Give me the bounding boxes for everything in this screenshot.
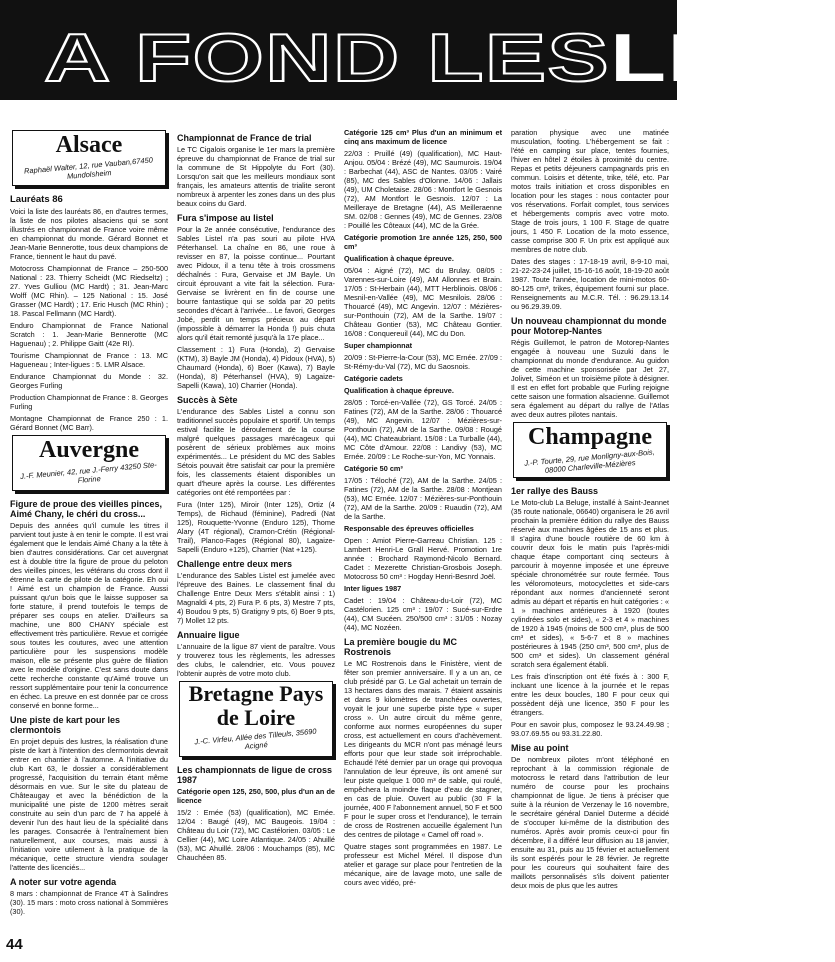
paragraph: Production Championnat de France : 8. Georges Furling xyxy=(10,393,168,411)
page-title xyxy=(44,20,835,96)
paragraph: Régis Guillemot, le patron de Motorep-Nantes engagée à nouveau une Suzuki dans le championnat du monde d'endurance. Au guidon de cette machine sponsorisée par Jet 27, Jolivet, Siméon et un troisième pilote à désigner. Il est en effet fort probable que Furling rejoigne cette saison une formation alsacienne. Guillemot sera également au départ du rallye de l'Atlas avec deux autres pilotes nantais. xyxy=(511,338,669,419)
section-heading: Figure de proue des vieilles pinces, Aimé Chany, le chéri du cross... xyxy=(10,499,163,519)
section-heading: Succès à Sète xyxy=(177,395,238,405)
region-box-alsace xyxy=(12,130,166,186)
subheading: Catégorie 125 cm³ Plus d'un an minimum et cinq ans maximum de licence xyxy=(344,128,502,146)
paragraph: Tourisme Championnat de France : 13. MC Hagueneau ; Inter-ligues : 5. LMR Alsace. xyxy=(10,351,168,369)
paragraph: Le MC Rostrenois dans le Finistère, vient de fêter son premier anniversaire. Il y a un an, ce club présidé par G. Le Gal achetait un terrain de 13 hectares dans des marais. 7 étaient assainis et dans 9 kilomètres de tranchées ouvertes, voyait le jour une superbe piste type « super cross ». Un autre circuit du même genre, conforme aux normes européennes du super cross, est actuellement en cours d'achèvement. Les dirigeants du MCR n'ont pas ménagé leurs efforts pour que leur stade soit irréprochable. Echaudé l'été dernier par un orage qui provoqua l'annulation de leur épreuve, ils ont amené sur leur piste quelque 1 000 m³ de sable, qui roulé, empêchera la moindre flaque d'eau de stagner, en cas de pluie. Ouvert au public (30 F la journée, 400 F l'abonnement annuel, 50 F et 500 F pour le super cross et l'endurance), le terrain de cross de Rostrenen accueille également l'un des centres de pilotage « Camel off road ». xyxy=(344,659,502,839)
paragraph: L'endurance des Sables Listel a connu son traditionnel succès populaire et sportif. Un temps estival facilite le déroulement de la course malgré quelques passages marécageux qui posèrent de sérieux problèmes aux moins expérimentés... Le président du MC des Sables Sétois pouvait être satisfait car pour la première fois, les classements étaient disponibles un quart d'heure après la course. Les différentes catégories ont été remportées par : xyxy=(177,407,335,497)
column-2 xyxy=(177,128,335,865)
section-heading: Une piste de kart pour les clermontois xyxy=(10,715,121,735)
paragraph: Quatre stages sont programmées en 1987. Le professeur est Michel Mérel. Il dispose d'un atelier et garage sur place pour l'entretien de la mécanique, aire de lavage moto, une salle de cours avec vidéo, pré- xyxy=(344,842,502,887)
paragraph: Pour en savoir plus, composez le 93.24.49.98 ; 93.07.69.55 ou 93.31.22.80. xyxy=(511,720,669,738)
paragraph: 8 mars : championnat de France 4T à Salindres (30). 15 mars : moto cross national à Sommières (30). xyxy=(10,889,168,916)
region-address: Raphaël Walter, 12, rue Vauban,67450 Mundolsheim xyxy=(23,155,154,181)
section-heading: Challenge entre deux mers xyxy=(177,559,293,569)
subheading: Catégorie open 125, 250, 500, plus d'un an de licence xyxy=(177,787,335,805)
column-1 xyxy=(10,128,168,919)
region-address: J.-P. Tourte, 29, rue Monligny-aux-Bois, 08000 Charleville-Mézières xyxy=(523,447,656,475)
paragraph: L'endurance des Sables Listel est jumelée avec l'épreuve des Baines. Le classement final du Challenge Entre Deux Mers s'établit ainsi : 1) Magnaldi 4 pts, 2) Fura P. 6 pts, 3) Mestre 7 pts, 4) Boudou 9 pts, 5) Gratigny 9 pts, 6) Boer 9 pts, 7) Mollet 12 pts. xyxy=(177,571,335,625)
paragraph: Depuis des années qu'il cumule les titres il parvient tout juste à en tenir le compte. Il est vrai également que le lendais Aimé Chany a la tête à bien d'autres considérations. Car cet auvergnat est à double titre la figure de proue du peloton des vieilles pinces, les vétérans du cross dont il étrenne la carte de pilote de la catégorie. Eh oui ! Aimé est un champion de France. Aussi puissant qu'un bois que le laisse supposer sa forte stature, il prend toutefois le temps de préparer ses coups en atelier. D'ailleurs sa machine, une 800 CHANY spéciale est effectivement très particulière. Revue et corrigée sous toutes les coutures, avec une attention particulière pour les suspensions modèle maison, elle se présente plus guère de filiation avec le modèle d'origine. C'est sans doute dans cette recherche constante qu'Aimé trouve un ressort supplémentaire pour tenir la concurrence en échec. La preuve en est donnée par ce cross conservé en bonne forme... xyxy=(10,521,168,710)
header-banner xyxy=(0,0,835,100)
subheading: Catégorie promotion 1re année 125, 250, 500 cm³ xyxy=(344,233,502,251)
section-heading: Championnat de France de trial xyxy=(177,133,312,143)
region-name: Alsace xyxy=(55,132,123,158)
region-name: Auvergne xyxy=(39,437,139,463)
paragraph: Fura (Inter 125), Miroir (Inter 125), Ortiz (4 Temps), de Richaud (féminine), Padredi (Nat 125), Rouquette-Yvonne (Enduro 125), Thome Alary (4T régional), Cramon-Crétin (Régional-Trail), Planco-Fages (Régional 80), Lagaize-Sapelli (Enduro +125), Charrier (Nat +125). xyxy=(177,500,335,554)
subheading: Responsable des épreuves officielles xyxy=(344,524,474,533)
subheading: Qualification à chaque épreuve. xyxy=(344,386,454,395)
title-part-b: LIGU xyxy=(610,20,835,96)
region-name: Bretagne Pays de Loire xyxy=(188,681,324,730)
paragraph: Motocross Championnat de France – 250-500 National : 23. Thierry Scheidt (MC Riedseltz) ; 27. Yves Gulliou (MC Hardt) ; 31. Jean-Marc Wolff (MC Rhin). – 125 National : 15. José Grasser (MC Hardt) ; 17. Eric Husch (MC Rhin) ; 18. Pascal Fellmann (MC Hardt). xyxy=(10,264,168,318)
column-4 xyxy=(511,128,669,893)
subheading: Super championnat xyxy=(344,341,413,350)
region-name: Champagne xyxy=(527,424,653,450)
section-heading: 1er rallye des Bauss xyxy=(511,486,599,496)
region-box-champagne xyxy=(513,422,667,478)
region-box-auvergne xyxy=(12,435,166,491)
paragraph: 15/2 : Ernée (53) (qualification), MC Ernée. 12/04 : Baugé (49), MC Baugeois. 19/04 : Château du Loir (72), MC Castélorien. 03/05 : Le Cellier (44), MC Loire Atlantique. 24/05 : Ahuillé (53), MC Ahuillé. 28/06 : Mouchamps (85), MC Chauchéen 85. xyxy=(177,808,335,862)
title-part-a: A FOND LES xyxy=(44,20,611,96)
paragraph: Dates des stages : 17-18-19 avril, 8-9-10 mai, 21-22-23-24 juillet, 15-16-16 août, 18-19-20 août 1987. Toute l'année, location de mini-motos 60-80-125 cm³, trikes, équipement fourni sur place. Renseignements au M.C.R. Tél. : 96.29.13.14 ou 96.29.39.09. xyxy=(511,257,669,311)
paragraph: L'annuaire de la ligue 87 vient de paraître. Vous y trouverez tous les règlements, les adresses des clubs, le calendrier, etc. Vous pouvez l'obtenir auprès de votre moto club. xyxy=(177,642,335,678)
column-3 xyxy=(344,128,502,890)
paragraph: paration physique avec une matinée musculation, footing. L'hébergement se fait : l'été en camping sur place, tentes fournies, l'hiver en hôtel 2 étoiles à proximité du centre. Repas et petits déjeuners campagnards pris en commun. Loisirs et détente, trike, télé, etc. Par motos trails initiation et cross disponibles en location pour les stages : nous contacter pour vos réservations. Forfait complet, tous services et hébergements compris avec votre moto. Stage de trois jours, 1 100 F. Stage de quatre jours, 1 450 F. Location de la moto essence, casse comprise 300 F. Un prix est appliqué aux membres de notre club. xyxy=(511,128,669,254)
section-heading: Fura s'impose au listel xyxy=(177,213,274,223)
region-address: J.-F. Meunier, 42, rue J.-Ferry 43250 Ste-Florine xyxy=(19,460,158,485)
paragraph: Cadet : 19/04 : Château-du-Loir (72), MC Castélorien. 125 cm³ : 19/07 : Sucé-sur-Erdre (44), CM Sucéen. 250/500 cm³ : 31/05 : Nozay (44), MC Nozéen. xyxy=(344,596,502,632)
paragraph: Endurance Championnat du Monde : 32. Georges Furling xyxy=(10,372,168,390)
paragraph: Open : Amiot Pierre-Garreau Christian. 125 : Lambert Henri-Le Grall Hervé. Promotion 1re année : Brochard Raymond-Nicolo Bernard. Cadet : Mezerette Christian-Grosbois Joseph. Motocross 50 cm³ : Hogday Henri-Besnrd Joël. xyxy=(344,536,502,581)
section-heading: Annuaire ligue xyxy=(177,630,240,640)
paragraph: 17/05 : Téloché (72), AM de la Sarthe. 24/05 : Fatines (72), AM de la Sarthe. 28/08 : Montjean (53), MC Ernée. 12/07 : Mézières-sur-Ponthouin (72), AM de la Sarthe. 20/09 : Ruaudin (72), AM de la Sarthe. xyxy=(344,476,502,521)
region-address: J.-C. Virfeu, Allée des Tilleuls, 35690 Acigné xyxy=(194,726,317,751)
paragraph: Enduro Championnat de France National Scratch : 1. Jean-Marie Bennerotte (MC Haguenau) ; 2. Philippe Gaitt (42e RI). xyxy=(10,321,168,348)
paragraph: 28/05 : Torcé-en-Vallée (72), GS Torcé. 24/05 : Fatines (72), AM de la Sarthe. 28/06 : Thouarcé (49), MC Angevin. 12/07 : Mézières-sur-Ponthouin (72), AM de la Sarthe. 09/08 : Rougé (44), MC Chateaubriant. 15/08 : La Turballe (44), MC Côte d'Amour. 22/08 : Landivy (53), MC Ernée. 20/09 : Le Roche-sur-Yon, MC Yonnais. xyxy=(344,398,502,461)
section-heading: Lauréats 86 xyxy=(10,194,63,205)
subheading: Catégorie cadets xyxy=(344,374,403,383)
paragraph: 20/09 : St-Pierre-la-Cour (53), MC Ernée. 27/09 : St-Rémy-du-Val (72), MC du Saosnois. xyxy=(344,353,502,371)
paragraph: Pour la 2e année consécutive, l'endurance des Sables Listel n'a pas souri au pilote HVA Péterhansel. La chaîne en 86, une roue à revisser en 87, la poisse continue... Pourtant avec Pidoux, il a tenu tête à trois crossmens déchaînés : Fura, Gervaise et JM Bayle. Un circuit éprouvant a vite fait la sélection. Fura-Gervaise se livrèrent en fin de course une bourre fantastique qui se solda par 20 petits secondes d'écart à l'arrivée... Le favori, Georges Jobé, perdit un temps précieux au départ (impossible à démarrer la Honda !) puis chuta alors qu'il était remonté jusqu'à la 17e place... xyxy=(177,225,335,342)
paragraph: 22/03 : Pruillé (49) (qualification), MC Haut-Anjou. 05/04 : Brézé (49), MC Saumurois. 19/04 : Barbechat (44), ASC de Nantes. 03/05 : Vairé (85), MC des Sables d'Olonne. 14/06 : Jallais (49), UM Choletaise. 28/06 : Montfort le Gesnois (72), AM Montfort le Gesnois. 12/07 : La Meilleraye de Bretagne (44), AS Meilleraenne SM. 02/08 : Gennes (49), MC de Gennes. 23/08 : Pouillé les Côteaux (44), MC de la Grée. xyxy=(344,149,502,230)
section-heading: Mise au point xyxy=(511,743,569,753)
subheading: Catégorie 50 cm³ xyxy=(344,464,403,473)
paragraph: Montagne Championnat de France 250 : 1. Gérard Bonnet (MC Barr). xyxy=(10,414,168,432)
page-number: 44 xyxy=(6,936,23,953)
paragraph: Le TC Cigalois organise le 1er mars la première épreuve du championnat de France de trial sur la commune de St Hippolyte du Fort (30). Lorsqu'on sait que les meilleurs mondiaux sont français, les amateurs attentis de trialite seront nombreux à arpenter les zones dans un des plus beaux coins du Gard. xyxy=(177,145,335,208)
paragraph: Voici la liste des lauréats 86, en d'autres termes, la liste de nos pilotes alsaciens qui se sont illustrés en championnat de France voire même en championnat du monde. Gérard Bonnet et Jean-Marie Bennerotte, tous deux champions de France, tiennent le haut du pavé. xyxy=(10,207,168,261)
article-columns xyxy=(0,128,677,928)
paragraph: De nombreux pilotes m'ont téléphoné en reprochant à la commission régionale de motocross le retard dans l'attribution de leur numéro de course pour les prochains championnat de ligue. Je tiens à préciser que suite à la réunion de Verzenay le 16 novembre, le secrétaire général Daniel Duterme a décidé de s'occuper lui-même de la distribution des numéros. Après avoir promis ceux-ci pour fin décembre, il a différé leur diffusion au 18 janvier, ensuite au 31, puis au 15 février et actuellement ils sont espérés pour le 28 février. Je regrette pour les coureurs qui souhaitent faire des maillots personnalisés s'ils doivent patienter deux mois de plus que les autres xyxy=(511,755,669,890)
subheading: Inter ligues 1987 xyxy=(344,584,402,593)
section-heading: A noter sur votre agenda xyxy=(10,877,117,887)
paragraph: Les frais d'inscription ont été fixés à : 300 F, incluant une licence à la journée et le repas entre les deux boucles, 180 F pour ceux qui possèdent déjà une licence, 350 F pour les étrangers. xyxy=(511,672,669,717)
paragraph: 05/04 : Aigné (72), MC du Brulay. 08/05 : Varennes-sur-Loire (49), AM Allonnes et Brain. 17/05 : St-Herbain (44), MTT Herblinois. 08/06 : Mesnil-en-Vallée (49), MC Mesnilois. 28/06 : Thouarcé (49), MC Angevin. 12/07 : Mézières-sur-Ponthouin (72), AM de la Sarthe. 19/07 : Château Gontier (53), MC Château Gontier. 16/08 : Conquereuil (44), MC du Don. xyxy=(344,266,502,338)
paragraph: Classement : 1) Fura (Honda), 2) Gervaise (KTM), 3) Bayle JM (Honda), 4) Pidoux (HVA), 5) Chaumard (Honda), 6) Boer (Kawa), 7) Bayle (Honda), 8) Péterhansel (HVA), 9) Lagaize-Sapelli (Kawa), 10) Charrier (Honda). xyxy=(177,345,336,390)
section-heading: La première bougie du MC Rostrenois xyxy=(344,637,458,657)
section-heading: Les championnats de ligue de cross 1987 xyxy=(177,765,333,785)
section-heading: Un nouveau championnat du monde pour Motorep-Nantes xyxy=(511,316,667,336)
region-box-bretagne xyxy=(179,681,333,757)
paragraph: Le Moto-club La Beluge, installé à Saint-Jeannet (35 route nationale, 06640) organisera le 26 avril prochain la première édition du rallye des Bauss réservé aux machines âgées de 15 ans et plus. Il s'agira d'une boucle routière de 60 km à couvrir deux fois le matin puis l'après-midi chaque étape comportant cinq secteurs à parcourir à moyenne imposée et une épreuve spéciale chronométrée sur route fermée. Tous les véloromoteurs, motocyclettes et side-cars répondant aux normes d'ancienneté seront admis au départ et répartis en huit catégories : « 1 » machines antérieures à 1920 (toutes cylindrées solo et sides), « 2-3 et 4 » machines de 1920 à 1945 (moins de 500 cm³, plus de 500 cm³ et sides), « 5-6-7 et 8 » machines postérieures à 1945 (250 cm³, 500 cm³, plus de 500 cm³ et sides). Un classement général scratch sera également établi. xyxy=(511,498,669,669)
paragraph: En projet depuis des lustres, la réalisation d'une piste de kart à l'intention des clermontois devrait entrer en chantier à l'automne. A l'initiative du club Kart 63, le dossier a considérablement progressé, l'acquisition du terrain étant même désormais en vue. Sur le site du plateau de Châteaugay et avec la bénédiction de la municipalité une piste de 1200 mètres serait construite au sein d'un parc de 7 ha appelé à devenir l'un des haut lieu de la spécialité dans les parages. Consacrée à l'entraînement bien naturellement, aux courses, mais aussi à l'initiation voire utilement à la pratique de la mécanique, cette structure viendra soulager l'attente des licenciés... xyxy=(10,737,168,872)
subheading: Qualification à chaque épreuve. xyxy=(344,254,454,263)
